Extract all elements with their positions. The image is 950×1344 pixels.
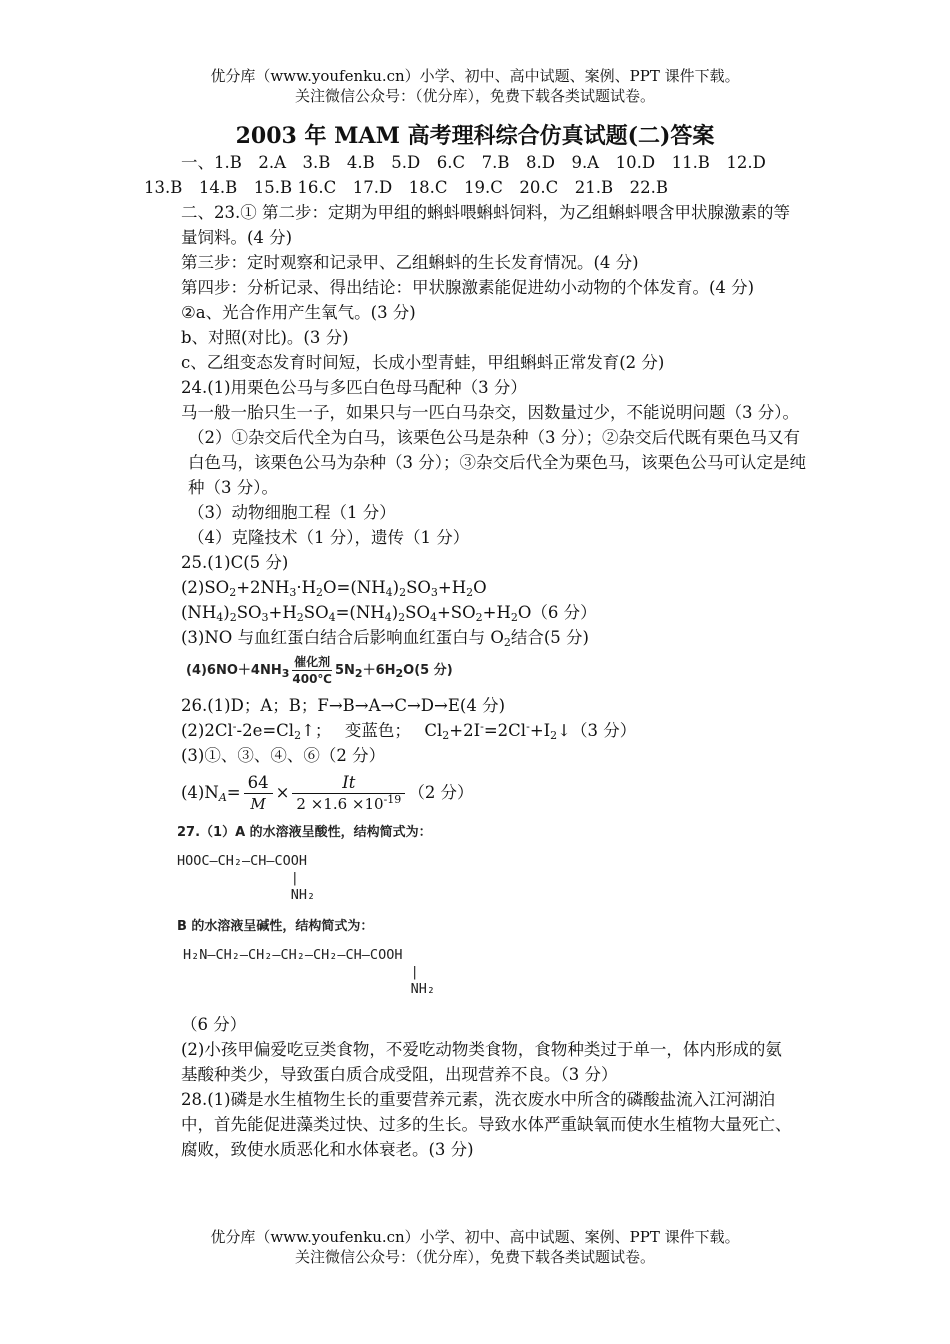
q23-step2: 二、23.① 第二步：定期为甲组的蝌蚪喂蝌蚪饲料，为乙组蝌蚪喂含甲状腺激素的等量饲料。(4 分) <box>181 203 790 247</box>
reaction-condition: 催化剂 400℃ <box>292 655 332 686</box>
header-line-1: 优分库（www.youfenku.cn）小学、初中、高中试题、案例、PPT 课件下载。 <box>210 67 740 85</box>
q26-part-4-formula: $(4)N_A=$ $\frac{64}{M}$ × $\frac{It}{2 \times 1.6 \times 10^{-19}}$ （2 分） <box>181 773 474 813</box>
q24-part-1-reason: 马一般一胎只生一子，如果只与一匹白马杂交，因数量过少，不能说明问题（3 分）。 <box>181 403 799 422</box>
document-title: 2003 年 MAM 高考理科综合仿真试题(二)答案 <box>235 123 715 149</box>
q27-structures <box>144 820 806 998</box>
q23-part-a: ②a、光合作用产生氧气。(3 分) <box>181 303 416 322</box>
q27-a-label: 27.（1）A 的水溶液呈酸性，结构简式为： <box>177 825 432 840</box>
q23-part-c: c、乙组变态发育时间短，长成小型青蛙，甲组蝌蚪正常发育(2 分) <box>181 353 665 372</box>
q25-part-3: (3)NO 与血红蛋白结合后影响血红蛋白与 $O_2$结合(5 分) <box>181 628 589 649</box>
q26-part-3: (3)①、③、④、⑥（2 分） <box>181 746 386 765</box>
q23-step4: 第四步：分析记录、得出结论：甲状腺激素能促进幼小动物的个体发育。(4 分) <box>181 278 755 297</box>
q24-part-3: （3）动物细胞工程（1 分） <box>188 503 396 522</box>
header-line-2: 关注微信公众号：（优分库），免费下载各类试题试卷。 <box>294 87 655 105</box>
q24-part-1: 24.(1)用栗色公马与多匹白色母马配种（3 分） <box>181 378 527 397</box>
q24-part-2: （2）①杂交后代全为白马，该栗色公马是杂种（3 分）；②杂交后代既有栗色马又有白色马，该栗色公马为杂种（3 分）；③杂交后代全为栗色马，该栗色公马可认定是纯种（3 分）。 <box>188 428 806 497</box>
footer-line-1: 优分库（www.youfenku.cn）小学、初中、高中试题、案例、PPT 课件下载。 <box>210 1228 740 1246</box>
mc-answers-line-1: 一、1.B 2.A 3.B 4.B 5.D 6.C 7.B 8.D 9.A 10.D 11.B 12.D <box>181 153 766 172</box>
q23-step3: 第三步：定时观察和记录甲、乙组蝌蚪的生长发育情况。(4 分) <box>181 253 639 272</box>
answer-body <box>144 150 806 1162</box>
page-header <box>0 66 950 106</box>
q27-part-2: (2)小孩甲偏爱吃豆类食物，不爱吃动物类食物，食物种类过于单一，体内形成的氨 <box>181 1040 782 1059</box>
q25-equation-2: $(NH_4)_2SO_3+H_2SO_4=(NH_4)_2SO_4+SO_2+H_2O(6$ 分） <box>181 603 597 624</box>
q27-b-label: B 的水溶液呈碱性，结构简式为： <box>177 919 374 934</box>
q26-part-2: $(2)2Cl^--2e=Cl_2↑$； 变蓝色； $Cl_2+2I^-=2Cl^-+I_2↓(3$ 分） <box>181 720 637 742</box>
fraction-64-over-M: $\frac{64}{M}$ <box>244 773 273 814</box>
q25-part-1: 25.(1)C(5 分) <box>181 553 289 572</box>
q25-part-4-equation: $(4)6NO+4NH_3$ 催化剂 400℃ $5N_2+6H_2O(5$ 分) <box>186 655 453 686</box>
q24-part-4: （4）克隆技术（1 分），遗传（1 分） <box>188 528 470 547</box>
q25-equation-1: $(2)SO_2+2NH_3\cdot H_2O=(NH_4)_2SO_3+H_2O$ <box>181 578 487 599</box>
footer-line-2: 关注微信公众号：（优分库），免费下载各类试题试卷。 <box>294 1248 655 1266</box>
q27-part-2-cont: 基酸种类少，导致蛋白质合成受阻，出现营养不良。（3 分） <box>181 1065 618 1084</box>
fraction-it-over-charge: $\frac{It}{2 \times 1.6 \times 10^{-19}}$ <box>292 773 405 814</box>
structure-b: H₂N—CH₂—CH₂—CH₂—CH₂—CH—COOH | NH₂ <box>183 947 435 997</box>
q26-part-1: 26.(1)D；A；B；F→B→A→C→D→E(4 分) <box>181 696 506 715</box>
structure-a: HOOC—CH₂—CH—COOH | NH₂ <box>177 853 316 903</box>
q27-score: （6 分） <box>181 1015 247 1034</box>
page-footer <box>0 1227 950 1267</box>
q23-part-b: b、对照(对比)。(3 分) <box>181 328 349 347</box>
mc-answers-line-2: 13.B 14.B 15.B 16.C 17.D 18.C 19.C 20.C 21.B 22.B <box>144 178 669 197</box>
q28-part-1: 28.(1)磷是水生植物生长的重要营养元素，洗衣废水中所含的磷酸盐流入江河湖泊中，首先能促进藻类过快、过多的生长。导致水体严重缺氧而使水生植物大量死亡、腐败，致使水质恶化和水体衰老。(3 分) <box>181 1090 792 1159</box>
